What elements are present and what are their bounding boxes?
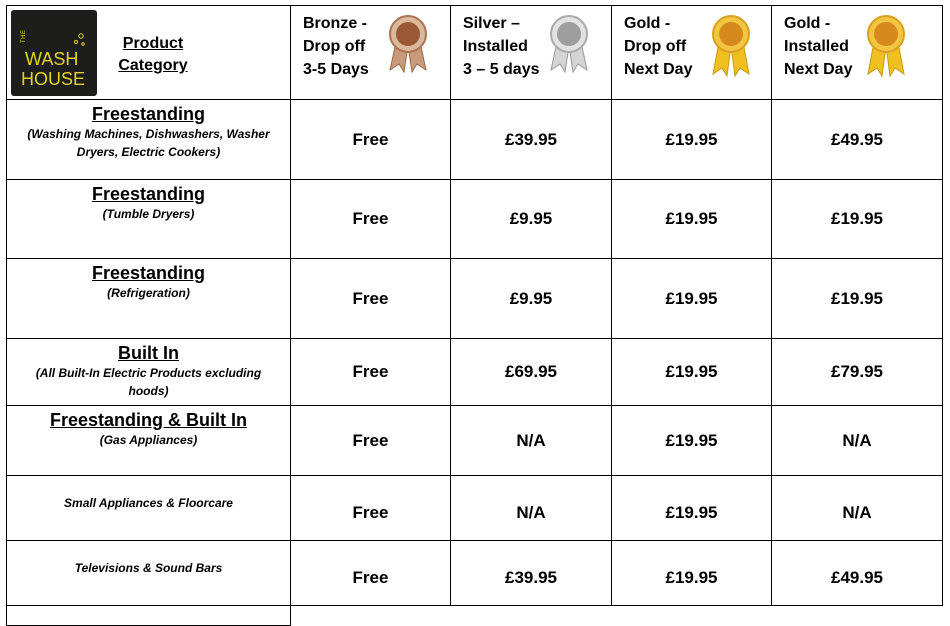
- delivery-price-table: [6, 5, 943, 626]
- price-gold-dropoff: £19.95: [612, 180, 772, 259]
- price-gold-dropoff: £19.95: [612, 339, 772, 406]
- empty-cell: [612, 606, 772, 626]
- logo-cell: [7, 6, 291, 100]
- category-cell: [7, 541, 291, 606]
- silver-ribbon-icon: [547, 14, 591, 74]
- price-gold-installed: £19.95: [772, 180, 943, 259]
- price-gold-dropoff: £19.95: [612, 406, 772, 476]
- category-subtitle: Small Appliances & Floorcare: [64, 496, 233, 510]
- table-row: [7, 476, 943, 541]
- table-row: [7, 259, 943, 339]
- price-silver: £39.95: [451, 541, 612, 606]
- gold-ribbon-icon: [864, 14, 908, 78]
- price-gold-dropoff: £19.95: [612, 541, 772, 606]
- price-bronze: Free: [291, 476, 451, 541]
- table-row: [7, 100, 943, 180]
- category-title: Freestanding & Built In: [49, 410, 247, 430]
- price-bronze: Free: [291, 406, 451, 476]
- category-subtitle: (Gas Appliances): [99, 433, 198, 447]
- bronze-ribbon-icon: [386, 14, 430, 74]
- category-title: Freestanding: [91, 104, 206, 124]
- price-silver: £9.95: [451, 259, 612, 339]
- price-gold-installed: £49.95: [772, 100, 943, 180]
- category-cell: [7, 259, 291, 339]
- header-row: [7, 6, 943, 100]
- price-gold-dropoff: £19.95: [612, 100, 772, 180]
- price-bronze: Free: [291, 541, 451, 606]
- category-title: Freestanding: [91, 184, 206, 204]
- table-row: [7, 339, 943, 406]
- header-gold-dropoff: Gold - Drop off Next Day: [612, 6, 772, 100]
- price-gold-installed: £49.95: [772, 541, 943, 606]
- product-category-heading: Product Category: [118, 35, 188, 74]
- price-gold-dropoff: £19.95: [612, 476, 772, 541]
- wash-house-logo: THE WASH HOUSE: [11, 10, 97, 96]
- category-subtitle: (All Built-In Electric Products excluding hoods): [35, 366, 262, 398]
- category-cell: [7, 100, 291, 180]
- category-title: Freestanding: [91, 263, 206, 283]
- price-gold-installed: N/A: [772, 476, 943, 541]
- category-cell: [7, 180, 291, 259]
- category-cell: [7, 406, 291, 476]
- gold-ribbon-icon: [709, 14, 753, 78]
- price-gold-installed: £19.95: [772, 259, 943, 339]
- table-row-empty: [7, 606, 943, 626]
- category-subtitle: Televisions & Sound Bars: [74, 561, 223, 575]
- price-silver: £69.95: [451, 339, 612, 406]
- table-row: [7, 541, 943, 606]
- empty-cell: [451, 606, 612, 626]
- table-row: [7, 406, 943, 476]
- category-subtitle: (Washing Machines, Dishwashers, Washer Dryers, Electric Cookers): [27, 127, 270, 159]
- price-gold-installed: £79.95: [772, 339, 943, 406]
- table-row: [7, 180, 943, 259]
- price-gold-installed: N/A: [772, 406, 943, 476]
- price-bronze: Free: [291, 180, 451, 259]
- price-gold-dropoff: £19.95: [612, 259, 772, 339]
- category-cell: [7, 476, 291, 541]
- header-gold-installed: Gold - Installed Next Day: [772, 6, 943, 100]
- category-title: Built In: [118, 343, 179, 363]
- header-bronze-dropoff: Bronze - Drop off 3-5 Days: [291, 6, 451, 100]
- price-silver: £39.95: [451, 100, 612, 180]
- empty-cell: [291, 606, 451, 626]
- price-bronze: Free: [291, 339, 451, 406]
- empty-cell: [772, 606, 943, 626]
- category-subtitle: (Tumble Dryers): [102, 207, 195, 221]
- category-cell: [7, 339, 291, 406]
- header-silver-installed: Silver – Installed 3 – 5 days: [451, 6, 612, 100]
- price-silver: N/A: [451, 406, 612, 476]
- price-silver: £9.95: [451, 180, 612, 259]
- bubbles-icon: [73, 32, 87, 48]
- price-silver: N/A: [451, 476, 612, 541]
- price-bronze: Free: [291, 259, 451, 339]
- category-subtitle: (Refrigeration): [107, 286, 190, 300]
- empty-cell: [7, 606, 291, 626]
- price-bronze: Free: [291, 100, 451, 180]
